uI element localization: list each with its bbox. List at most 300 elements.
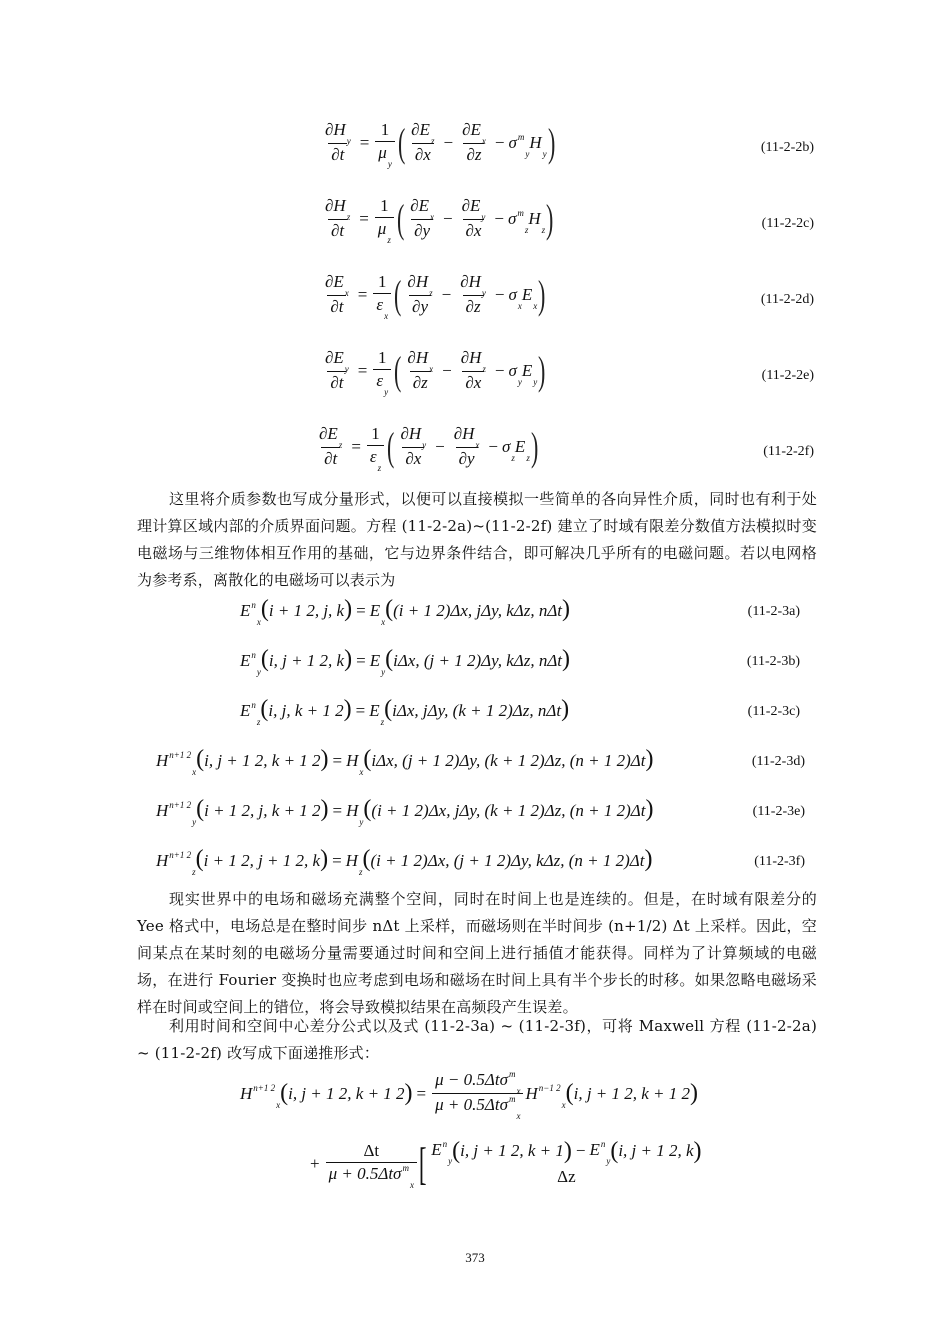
dt-fraction-den <box>326 1162 417 1190</box>
term2-fraction <box>457 272 489 317</box>
e2-base: E <box>589 1140 600 1159</box>
equals-sign: = <box>357 360 368 380</box>
sigma-sup: m <box>517 207 524 218</box>
equals-sign: = <box>359 208 369 228</box>
term1-fraction <box>404 348 436 393</box>
lhs-fraction-num <box>322 348 352 374</box>
term1 <box>411 120 435 146</box>
paren: ) <box>693 1138 702 1164</box>
equation-row <box>0 646 950 680</box>
e1-sub: y <box>448 1156 453 1166</box>
lhs-fraction <box>316 424 345 469</box>
equals-sign: = <box>351 436 361 456</box>
term2-den: ∂z <box>466 145 482 164</box>
left-paren: ( <box>394 347 402 393</box>
equation-row <box>0 120 950 180</box>
lhs-fraction-den <box>321 447 340 469</box>
lhs-field-sup: n <box>251 600 256 610</box>
rhs-field <box>369 651 386 677</box>
rhs-field <box>346 801 364 827</box>
update-lhs-base: H <box>240 1083 253 1103</box>
lhs-field-base: H <box>156 801 169 820</box>
dt-fraction-num <box>360 1141 382 1162</box>
term2-fraction <box>451 424 483 469</box>
lhs-den: ∂t <box>331 221 345 240</box>
sigma-base: σ <box>508 360 517 380</box>
e2-sub: y <box>606 1156 611 1166</box>
difference <box>431 1138 702 1166</box>
discrete-equation <box>240 596 571 627</box>
term2-fraction-den <box>463 143 484 165</box>
update-lhs-sup: n+1 2 <box>253 1082 276 1093</box>
term2 <box>460 348 486 374</box>
e1-sup: n <box>442 1139 448 1149</box>
term1-base: ∂H <box>407 272 429 291</box>
lhs-partial <box>325 348 349 374</box>
equation-number: (11-2-3a) <box>747 604 800 619</box>
lhs-args: i + 1 2, j + 1 2, k <box>203 851 321 870</box>
paren: ( <box>384 696 393 722</box>
minus-sign: − <box>435 436 445 456</box>
ratio-num <box>435 1069 521 1096</box>
equation-body <box>320 347 547 397</box>
equation-body <box>320 119 556 169</box>
rhs-field-base: E <box>369 601 381 620</box>
term1-fraction-num <box>397 424 429 450</box>
paren: ) <box>562 646 571 672</box>
rhs-field <box>346 751 364 777</box>
lhs-fraction-den <box>327 371 346 393</box>
minus-sign: − <box>494 208 504 228</box>
equation-number: (11-2-2f) <box>763 444 814 459</box>
difference-den: Δz <box>557 1167 576 1186</box>
term1-fraction-num <box>404 272 435 298</box>
lhs-partial-base: ∂H <box>325 196 346 215</box>
lhs-partial-sub: z <box>346 212 351 222</box>
term1 <box>400 424 427 450</box>
paren: ) <box>320 746 329 772</box>
lhs-field <box>156 750 197 777</box>
lhs-field <box>156 800 197 827</box>
update-prev-sub: x <box>561 1099 566 1110</box>
lhs-partial <box>325 120 351 146</box>
term2-base: ∂E <box>461 196 481 215</box>
sigma-sub: y <box>525 148 530 159</box>
rhs-field-sub: z <box>358 867 363 877</box>
lhs-fraction-den <box>328 219 347 241</box>
field <box>528 208 546 235</box>
coef-sub: y <box>387 159 392 169</box>
equals-sign: = <box>356 651 366 670</box>
equals-sign: = <box>356 601 366 620</box>
lhs-field-sub: x <box>256 617 261 627</box>
sigma-sub: z <box>524 224 529 235</box>
minus-sign: − <box>494 284 505 304</box>
term2-den: ∂x <box>465 221 482 240</box>
lhs-den: ∂t <box>330 297 344 316</box>
term1-sub: y <box>422 440 427 450</box>
left-paren: ( <box>387 423 395 469</box>
equation-row <box>0 746 950 780</box>
term1-fraction-num <box>407 196 437 222</box>
ratio-den-sup: m <box>508 1094 516 1104</box>
equation-body <box>320 195 555 245</box>
term1-base: ∂E <box>411 120 430 139</box>
paren: ) <box>645 746 654 772</box>
term2-fraction-den <box>462 371 484 393</box>
term1-den: ∂x <box>414 145 431 164</box>
paren: ( <box>260 696 269 722</box>
lhs-den: ∂t <box>324 449 338 468</box>
lhs-field-base: H <box>156 851 169 870</box>
lhs-fraction-den <box>328 143 347 165</box>
right-paren: ) <box>538 271 546 317</box>
paren: ) <box>320 796 329 822</box>
lhs-partial-base: ∂E <box>325 272 344 291</box>
term1-sub: z <box>429 288 433 298</box>
coef-base: μ <box>377 219 387 238</box>
sigma <box>502 436 515 463</box>
equation-row <box>0 348 950 408</box>
minus-sign: − <box>442 360 452 380</box>
field <box>514 436 530 463</box>
lhs-partial-base: ∂E <box>319 424 338 443</box>
term2-base: ∂H <box>460 348 482 367</box>
lhs-partial <box>325 272 349 298</box>
ratio-den-sub: x <box>516 1111 521 1121</box>
update-prev-base: H <box>525 1083 538 1103</box>
lhs-den: ∂t <box>331 145 345 164</box>
coef-base: μ <box>378 143 387 162</box>
coef-fraction-den <box>375 141 395 169</box>
paren: ) <box>561 696 570 722</box>
lhs-field-base: E <box>240 701 251 720</box>
lhs-args: i + 1 2, j, k <box>268 601 345 620</box>
lhs-partial-sub: y <box>344 364 349 374</box>
lhs-field <box>240 600 261 627</box>
lhs-partial-sub: x <box>344 288 349 298</box>
coef-fraction <box>373 348 391 397</box>
coef-den-sup: m <box>402 1163 409 1173</box>
coef-fraction-num <box>377 196 392 217</box>
update-lhs-args: i, j + 1 2, k + 1 2 <box>288 1083 405 1103</box>
e1-base: E <box>431 1140 442 1159</box>
term1-sub: z <box>430 136 435 146</box>
lhs-field-base: H <box>156 751 169 770</box>
term2-fraction-num <box>451 424 483 450</box>
ratio-fraction-num <box>432 1069 523 1096</box>
lhs-field-sup: n+1 2 <box>169 800 192 810</box>
lhs-fraction-num <box>322 120 354 146</box>
paren: ( <box>385 646 394 672</box>
minus-sign: − <box>494 360 505 380</box>
lhs-field-sub: z <box>256 717 261 727</box>
update-line-1 <box>240 1069 699 1121</box>
lhs-field-sub: y <box>256 667 261 677</box>
rhs-args: (i + 1 2)Δx, jΔy, (k + 1 2)Δz, (n + 1 2)Δt <box>371 801 646 820</box>
update-prev-sup: n−1 2 <box>538 1082 561 1093</box>
lhs-args: i, j + 1 2, k <box>268 651 345 670</box>
lhs-partial-sub: y <box>346 136 351 146</box>
lhs-fraction-num <box>316 424 345 450</box>
paren: ) <box>645 796 654 822</box>
term1-den: ∂x <box>405 449 422 468</box>
paren: ( <box>196 796 205 822</box>
page-number: 373 <box>465 1250 485 1265</box>
term2-fraction <box>459 196 489 241</box>
term2-sub: x <box>481 136 486 146</box>
discrete-equation <box>156 746 654 777</box>
one: 1 <box>377 348 387 367</box>
field-base: H <box>529 132 542 152</box>
coef-fraction <box>373 272 391 321</box>
paren: ) <box>320 846 329 872</box>
equation-number: (11-2-3e) <box>752 804 805 819</box>
coef-fraction-num <box>375 272 390 293</box>
equation-row <box>0 846 950 880</box>
lhs-field-sup: n <box>251 700 256 710</box>
lhs-args: i, j + 1 2, k + 1 2 <box>204 751 321 770</box>
e1-args: i, j + 1 2, k + 1 <box>460 1141 564 1160</box>
coef-fraction <box>375 196 394 245</box>
dt-fraction <box>326 1141 417 1190</box>
term2 <box>461 196 486 222</box>
lhs-partial <box>325 196 351 222</box>
term1-fraction-num <box>408 120 437 146</box>
e1 <box>431 1139 453 1166</box>
coef <box>378 143 392 169</box>
term1-den: ∂y <box>412 297 428 316</box>
minus-sign: − <box>575 1141 586 1160</box>
rhs-field-base: H <box>346 801 359 820</box>
sigma-base: σ <box>508 132 517 152</box>
right-paren: ) <box>538 347 546 393</box>
paren: ) <box>344 596 353 622</box>
ratio-fraction <box>432 1069 523 1121</box>
lhs-field <box>240 650 261 677</box>
term1-fraction-den <box>412 143 434 165</box>
lhs-fraction <box>322 272 352 317</box>
rhs-args: (i + 1 2)Δx, jΔy, kΔz, nΔt <box>393 601 563 620</box>
ratio-den <box>435 1094 521 1121</box>
field <box>529 132 547 159</box>
ratio-fraction-den <box>432 1093 523 1121</box>
rhs-field-sub: x <box>359 767 364 777</box>
lhs-field-base: E <box>240 651 251 670</box>
rhs-field-base: H <box>346 751 359 770</box>
paren: ) <box>562 596 571 622</box>
lhs-den: ∂t <box>330 373 344 392</box>
term2-base: ∂E <box>462 120 481 139</box>
equation-number: (11-2-2b) <box>760 140 814 155</box>
lhs-fraction-den <box>327 295 346 317</box>
e2-sup: n <box>600 1139 606 1149</box>
paren: ) <box>644 846 653 872</box>
term2-fraction-num <box>459 196 489 222</box>
rhs-field-base: E <box>369 701 380 720</box>
sigma <box>508 284 522 311</box>
lhs-field <box>156 850 196 877</box>
coef-sub: z <box>377 463 382 473</box>
term2-sub: y <box>481 212 486 222</box>
paren: ( <box>363 796 372 822</box>
update-prev <box>525 1082 566 1110</box>
right-paren: ) <box>547 119 555 165</box>
term2-fraction-num <box>457 272 489 298</box>
left-paren: ( <box>396 195 405 241</box>
sigma-sub: y <box>517 376 522 387</box>
minus-sign: − <box>442 208 453 228</box>
equation-row <box>0 696 950 730</box>
left-paren: ( <box>394 271 402 317</box>
rhs-field <box>345 851 363 877</box>
right-paren: ) <box>530 423 539 469</box>
discrete-equation <box>240 696 570 727</box>
term2-den: ∂y <box>458 449 475 468</box>
coef <box>377 219 391 245</box>
term2 <box>460 272 486 298</box>
ratio-den-base: μ + 0.5Δtσ <box>435 1095 508 1114</box>
term2 <box>462 120 486 146</box>
field <box>521 284 538 311</box>
paren: ( <box>260 596 269 622</box>
lhs-args: i, j, k + 1 2 <box>268 701 344 720</box>
paren: ( <box>385 596 394 622</box>
difference-num <box>428 1138 704 1166</box>
field-sub: z <box>526 452 530 463</box>
term1-den: ∂y <box>414 221 431 240</box>
minus-sign: − <box>443 132 454 152</box>
rhs-field-sub: y <box>359 817 364 827</box>
minus-sign: − <box>494 132 505 152</box>
discrete-equation <box>156 846 653 877</box>
term2-sub: x <box>475 440 480 450</box>
term1-fraction <box>397 424 429 469</box>
coef-base: ε <box>376 295 384 314</box>
ratio-num-sub: x <box>516 1086 521 1096</box>
paren: ) <box>343 696 352 722</box>
term1 <box>407 272 433 298</box>
lhs-fraction <box>322 196 353 241</box>
term1-fraction <box>408 120 437 165</box>
sigma-base: σ <box>508 284 517 304</box>
term2 <box>453 424 480 450</box>
discrete-equation <box>156 796 654 827</box>
rhs-args: (i + 1 2)Δx, (j + 1 2)Δy, kΔz, (n + 1 2)Δt <box>370 851 645 870</box>
term1-sub: x <box>429 364 434 374</box>
sigma <box>508 131 530 159</box>
equals-sign: = <box>355 701 366 720</box>
term1-fraction-den <box>402 447 424 469</box>
field-base: H <box>528 208 541 228</box>
term2-fraction <box>458 348 489 393</box>
term1-base: ∂H <box>400 424 422 443</box>
paren: ( <box>280 1080 289 1106</box>
coef-fraction-den <box>367 445 384 473</box>
coef-base: ε <box>369 447 377 466</box>
term1-fraction-den <box>410 371 431 393</box>
difference-fraction <box>428 1140 704 1187</box>
equation-number: (11-2-3b) <box>746 654 800 669</box>
sigma-sup: m <box>517 131 525 142</box>
coef-sub: z <box>387 235 391 245</box>
term1-base: ∂H <box>407 348 429 367</box>
lhs-partial-base: ∂E <box>325 348 344 367</box>
term1 <box>410 196 434 222</box>
minus-sign: − <box>488 436 499 456</box>
ratio-num-sup: m <box>508 1069 516 1079</box>
lhs-field-base: E <box>240 601 251 620</box>
rhs-field <box>369 601 386 627</box>
field-base: E <box>514 436 526 456</box>
paragraph-recursive-form: 利用时间和空间中心差分公式以及式 (11-2-3a) ~ (11-2-3f)，可将 Maxwell 方程 (11-2-2a) ~ (11-2-2f) 改写成下面递推形式： <box>137 1017 817 1062</box>
equation-row <box>0 196 950 256</box>
equation-number: (11-2-3d) <box>751 754 805 769</box>
term1-fraction-den <box>409 295 431 317</box>
coef-sub: y <box>384 387 389 397</box>
e2-args: i, j + 1 2, k <box>618 1141 694 1160</box>
coef-fraction-den <box>373 293 391 321</box>
lhs-field-sub: y <box>192 817 197 827</box>
paren: ( <box>363 746 372 772</box>
coef-fraction <box>367 424 384 473</box>
lhs-fraction-num <box>322 272 352 298</box>
sigma-base: σ <box>507 208 517 228</box>
lhs-field-sub: x <box>192 767 197 777</box>
paragraph-yee-sampling: 现实世界中的电场和磁场充满整个空间，同时在时间上也是连续的。但是，在时域有限差分的 Yee 格式中，电场总是在整时间步 nΔt 上采样，而磁场则在半时间步 (n+1/2) Δt 上采样。因此，空间某点在某时刻的电磁场分量需要通过时间和空间上进行插值才能获得。同样为了计算频域的电磁场，在进行 Fourier 变换时也应考虑到电场和磁场在时间上具有半个步长的时移。如果忽略电磁场采样在时间或空间上的错位，将会导致模拟结果在高频段产生误差。 <box>137 890 817 1016</box>
sigma <box>508 360 522 387</box>
paren: ( <box>196 746 205 772</box>
term2-fraction-den <box>456 447 478 469</box>
term2-fraction <box>459 120 489 165</box>
lhs-partial-sub: z <box>338 440 343 450</box>
term1-sub: x <box>429 212 434 222</box>
equals-sign: = <box>332 851 342 870</box>
lhs-fraction <box>322 120 354 165</box>
paren: ) <box>404 1080 413 1106</box>
minus-sign: − <box>441 284 452 304</box>
equals-sign: = <box>416 1083 427 1103</box>
rhs-args: iΔx, (j + 1 2)Δy, (k + 1 2)Δz, (n + 1 2)Δt <box>371 751 646 770</box>
lhs-field-sup: n <box>251 650 256 660</box>
one: 1 <box>380 120 390 139</box>
one: 1 <box>371 424 380 443</box>
equation-number: (11-2-2e) <box>761 368 814 383</box>
paren: ) <box>690 1080 699 1106</box>
term2-fraction-den <box>463 219 485 241</box>
coef <box>376 295 389 321</box>
rhs-field-sub: y <box>381 667 386 677</box>
lhs-field-sup: n+1 2 <box>169 750 192 760</box>
equation-body <box>314 423 539 473</box>
term2-fraction-num <box>459 120 489 146</box>
equation-row <box>0 424 950 484</box>
paren: ( <box>362 846 371 872</box>
term2-fraction-num <box>458 348 489 374</box>
coef-sub: x <box>384 311 389 321</box>
sigma-sub: x <box>517 300 522 311</box>
right-paren: ) <box>546 195 554 241</box>
field-base: E <box>521 284 533 304</box>
lhs-fraction-num <box>322 196 353 222</box>
coef <box>376 371 389 397</box>
paren: ( <box>260 646 269 672</box>
term1-fraction-den <box>411 219 433 241</box>
rhs-field <box>369 701 385 727</box>
lhs-args: i + 1 2, j, k + 1 2 <box>204 801 321 820</box>
one: 1 <box>380 196 389 215</box>
coef-den-base: μ + 0.5Δtσ <box>328 1164 402 1183</box>
